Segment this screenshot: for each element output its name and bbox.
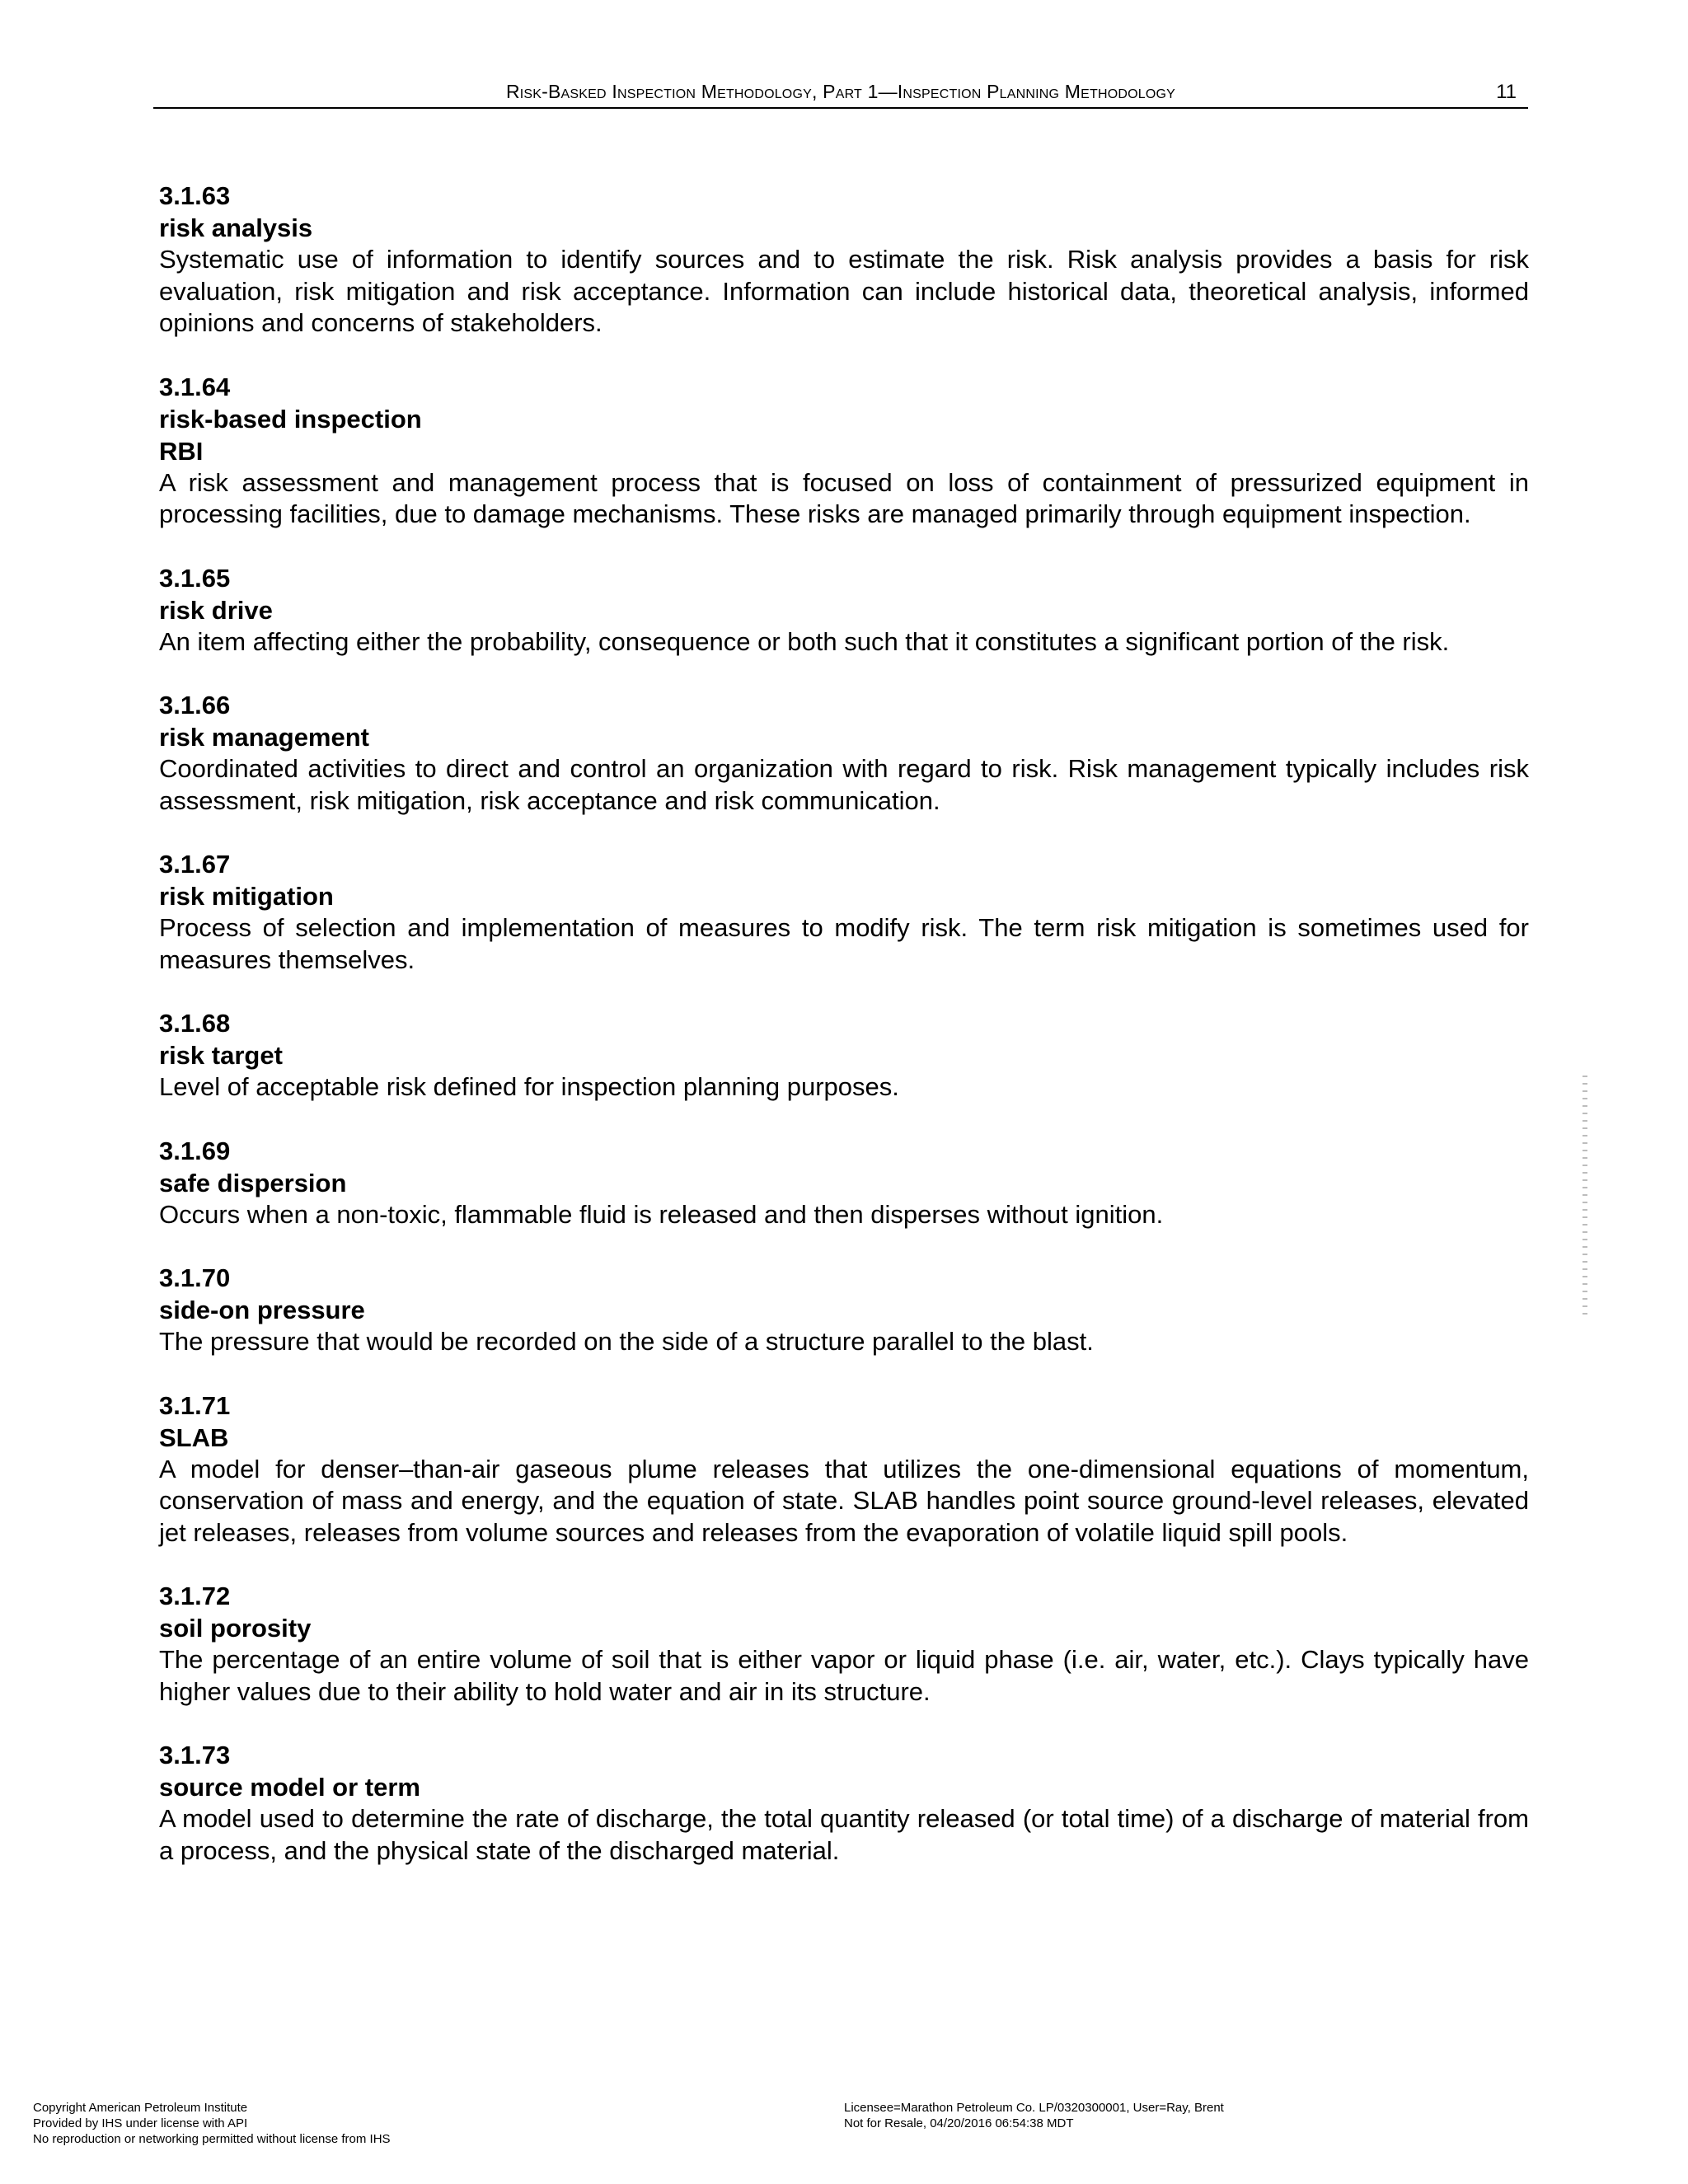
running-header	[153, 79, 1528, 109]
entry-number: 3.1.66	[159, 691, 231, 719]
entry-number: 3.1.64	[159, 372, 231, 401]
entry-term: risk drive	[159, 595, 273, 625]
page-number: 11	[1496, 81, 1517, 103]
entry-number: 3.1.67	[159, 850, 231, 879]
entry-term: risk management	[159, 723, 369, 752]
entry-term: soil porosity	[159, 1614, 312, 1643]
entry-term: side-on pressure	[159, 1296, 365, 1324]
definition-entry	[159, 371, 1529, 531]
definition-entry	[159, 1390, 1529, 1549]
definition-entry	[159, 848, 1529, 976]
definition-entry	[159, 1135, 1529, 1231]
entry-term: SLAB	[159, 1422, 229, 1452]
copyright-footer	[33, 2100, 391, 2147]
entry-term: safe dispersion	[159, 1168, 347, 1197]
entry-definition: A model used to determine the rate of discharge, the total quantity released (or total time) of a discharge of material from a process, and the physical state of the discharged material.	[159, 1804, 1529, 1865]
entry-definition: The pressure that would be recorded on the side of a structure parallel to the blast.	[159, 1327, 1094, 1356]
footer-line: Provided by IHS under license with API	[33, 2116, 248, 2130]
license-footer	[844, 2100, 1224, 2131]
entry-definition: A model for denser–than-air gaseous plume releases that utilizes the one-dimensional equations of momentum, conservation of mass and energy, and the equation of state. SLAB handles point source ground-level releases, elevated jet releases, releases from volume sources and releases from the evaporation of volatile liquid spill pools.	[159, 1454, 1529, 1547]
definition-entry	[159, 689, 1529, 817]
margin-stamp	[1582, 1076, 1587, 1319]
entry-number: 3.1.69	[159, 1136, 231, 1165]
entry-term: source model or term	[159, 1773, 420, 1802]
entry-number: 3.1.71	[159, 1390, 231, 1420]
entry-definition: Occurs when a non-toxic, flammable fluid is released and then disperses without ignition.	[159, 1199, 1164, 1229]
definition-entry	[159, 1007, 1529, 1104]
definition-entry	[159, 180, 1529, 340]
entry-definition: The percentage of an entire volume of soil that is either vapor or liquid phase (i.e. air, water, etc.). Clays typically have higher values due to their ability to hold water and air in its structure.	[159, 1645, 1529, 1706]
entry-abbreviation: RBI	[159, 436, 204, 466]
definition-entry	[159, 1580, 1529, 1708]
entry-term: risk analysis	[159, 213, 313, 242]
footer-line: Not for Resale, 04/20/2016 06:54:38 MDT	[844, 2116, 1074, 2130]
entry-number: 3.1.73	[159, 1741, 231, 1769]
entry-term: risk mitigation	[159, 882, 334, 911]
entry-term: risk target	[159, 1041, 283, 1070]
entry-number: 3.1.65	[159, 563, 231, 593]
definition-entry	[159, 1262, 1529, 1358]
entry-number: 3.1.70	[159, 1263, 231, 1292]
definition-entry	[159, 562, 1529, 658]
definitions-list	[159, 180, 1529, 1898]
entry-number: 3.1.63	[159, 181, 231, 210]
definition-entry	[159, 1739, 1529, 1867]
header-title: Risk-Basked Inspection Methodology, Part 1—Inspection Planning Methodology	[505, 81, 1176, 102]
entry-definition: A risk assessment and management process that is focused on loss of containment of pressurized equipment in processing facilities, due to damage mechanisms. These risks are managed primarily through equipment inspection.	[159, 467, 1529, 528]
footer-line: Licensee=Marathon Petroleum Co. LP/0320300001, User=Ray, Brent	[844, 2101, 1224, 2115]
entry-definition: Level of acceptable risk defined for inspection planning purposes.	[159, 1072, 899, 1101]
footer-line: No reproduction or networking permitted without license from IHS	[33, 2132, 391, 2146]
entry-definition: An item affecting either the probability, consequence or both such that it constitutes a significant portion of the risk.	[159, 626, 1450, 656]
entry-definition: Systematic use of information to identify sources and to estimate the risk. Risk analysis provides a basis for risk evaluation, risk mitigation and risk acceptance. Information can include historical data, theoretical analysis, informed opinions and concerns of stakeholders.	[159, 245, 1529, 337]
entry-definition: Process of selection and implementation of measures to modify risk. The term risk mitigation is sometimes used for measures themselves.	[159, 913, 1529, 974]
entry-number: 3.1.68	[159, 1009, 231, 1038]
entry-number: 3.1.72	[159, 1582, 231, 1610]
footer-line: Copyright American Petroleum Institute	[33, 2101, 248, 2115]
entry-term: risk-based inspection	[159, 404, 422, 434]
entry-definition: Coordinated activities to direct and control an organization with regard to risk. Risk management typically includes risk assessment, risk mitigation, risk acceptance and risk communication.	[159, 754, 1529, 815]
